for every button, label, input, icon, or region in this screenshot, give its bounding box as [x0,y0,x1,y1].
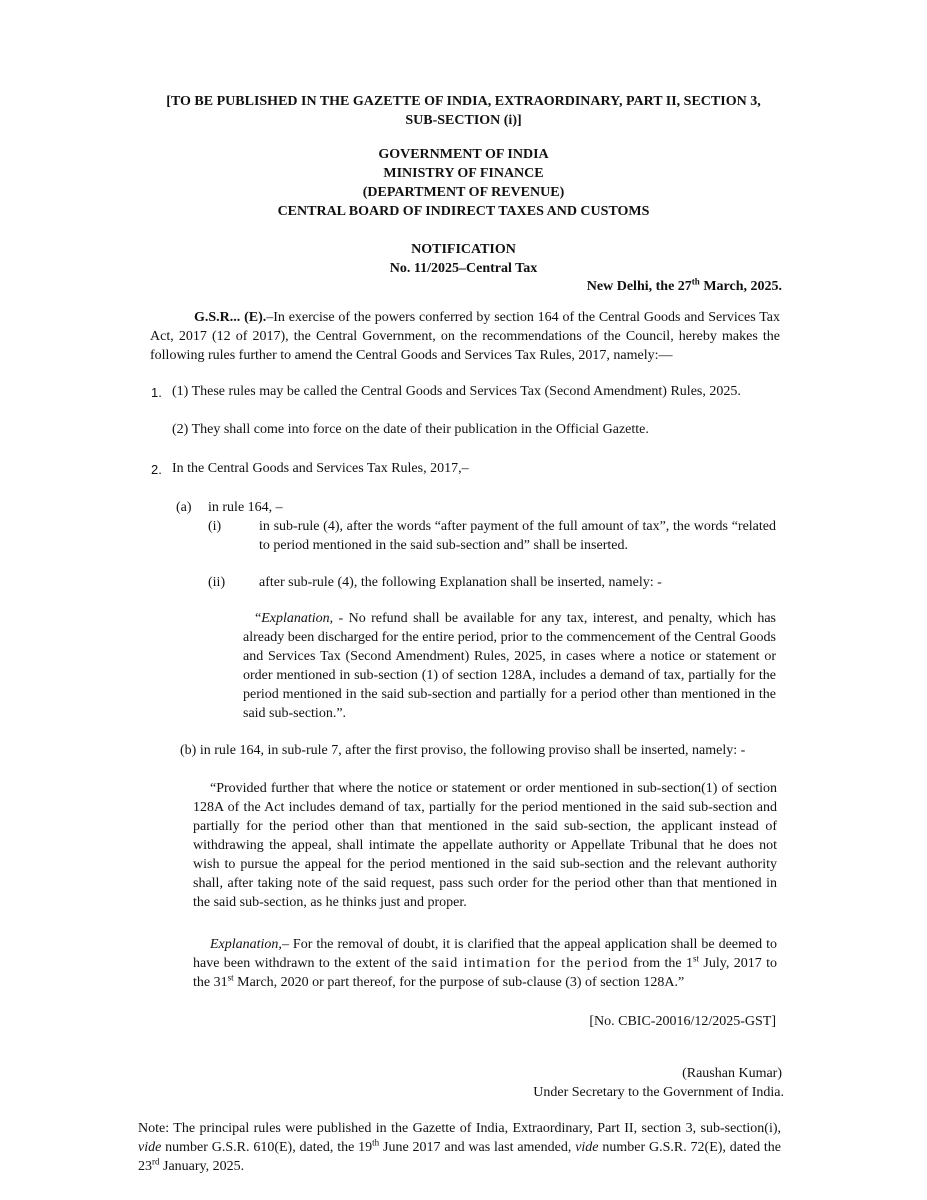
ministry-heading: MINISTRY OF FINANCE [383,166,544,181]
item-2-text: In the Central Goods and Services Tax Rules, 2017,– [172,461,469,476]
item-1-text: (1) These rules may be called the Central Goods and Services Tax (Second Amendment) Rules, 2025. [172,384,741,399]
subclause-ii-text: after sub-rule (4), the following Explanation shall be inserted, namely: - [259,575,662,590]
notification-block [120,240,807,278]
subclause-i-label: (i) [208,519,222,534]
explanation-1-label: Explanation [261,611,330,626]
item-1-number: 1. [151,385,162,400]
signatory-designation: Under Secretary to the Government of India. [533,1085,784,1100]
item-1-subclause-2: (2) They shall come into force on the date of their publication in the Official Gazette. [172,422,649,437]
clause-b-text: (b) in rule 164, in sub-rule 7, after the first proviso, the following proviso shall be inserted, namely: - [180,743,746,758]
explanation-2: Explanation,– For the removal of doubt, it is clarified that the appeal application shall be deemed to have been withdrawn to the extent of the said intimation for the period from the 1st July, 2017 to the 31st March, 2020 or part thereof, for the purpose of sub-clause (3) of section 128A.” [193,937,778,990]
notification-title: NOTIFICATION [411,242,516,257]
notification-number: No. 11/2025–Central Tax [389,261,538,276]
preamble-paragraph [150,308,780,365]
clause-a-label: (a) [176,500,192,515]
government-heading: GOVERNMENT OF INDIA [378,147,549,162]
explanation-2-label: Explanation, [210,937,282,952]
notification-date: New Delhi, the 27th March, 2025. [586,276,782,294]
publication-header [120,92,807,130]
file-number: [No. CBIC-20016/12/2025-GST] [589,1014,776,1029]
board-heading: CENTRAL BOARD OF INDIRECT TAXES AND CUSTOMS [277,204,650,219]
clause-a-text: in rule 164, – [208,500,283,515]
authority-block [120,145,807,221]
publication-line-2: SUB-SECTION (i)] [405,113,522,128]
publication-line-1: [TO BE PUBLISHED IN THE GAZETTE OF INDIA, EXTRAORDINARY, PART II, SECTION 3, [166,94,761,109]
department-heading: (DEPARTMENT OF REVENUE) [362,185,565,200]
footnote: Note: The principal rules were published in the Gazette of India, Extraordinary, Part II, section 3, sub-section(i), vide number G.S.R. 610(E), dated, the 19th June 2017 and was last amended, vide number G.S.R. 72(E), dated the 23rd January, 2025. [138,1121,782,1174]
proviso-paragraph: “Provided further that where the notice or statement or order mentioned in sub-section(1) of section 128A of the Act includes demand of tax, partially for the period mentioned in the said sub-section and partially for the period other than that mentioned in the said sub-section, the applicant instead of withdrawing the appeal, shall intimate the appellate authority or Appellate Tribunal that he does not wish to pursue the appeal for the period mentioned in the said sub-section and the relevant authority shall, after taking note of the said request, pass such order for the period other than that mentioned in the said sub-section, as he thinks just and proper. [193,781,777,910]
subclause-i-text: in sub-rule (4), after the words “after payment of the full amount of tax”, the words “related to period mentioned in the said sub-section and” shall be inserted. [259,519,776,553]
item-2-number: 2. [151,462,162,477]
preamble-text: –In exercise of the powers conferred by section 164 of the Central Goods and Services Tax Act, 2017 (12 of 2017), the Central Government, on the recommendations of the Council, hereby makes the following rules further to amend the Central Goods and Services Tax Rules, 2017, namely:— [150,310,780,363]
explanation-1: “Explanation, - No refund shall be available for any tax, interest, and penalty, which has already been discharged for the entire period, prior to the commencement of the Central Goods and Services Tax (Second Amendment) Rules, 2025, in cases where a notice or statement or order mentioned in sub-section (1) of section 128A, includes a demand of tax, partially for the period mentioned in the said sub-section and partially for a period other than mentioned in the said sub-section.”. [243,611,776,721]
gsr-label: G.S.R... (E). [194,310,267,325]
subclause-ii-label: (ii) [208,575,226,590]
signatory-name: (Raushan Kumar) [682,1066,782,1081]
